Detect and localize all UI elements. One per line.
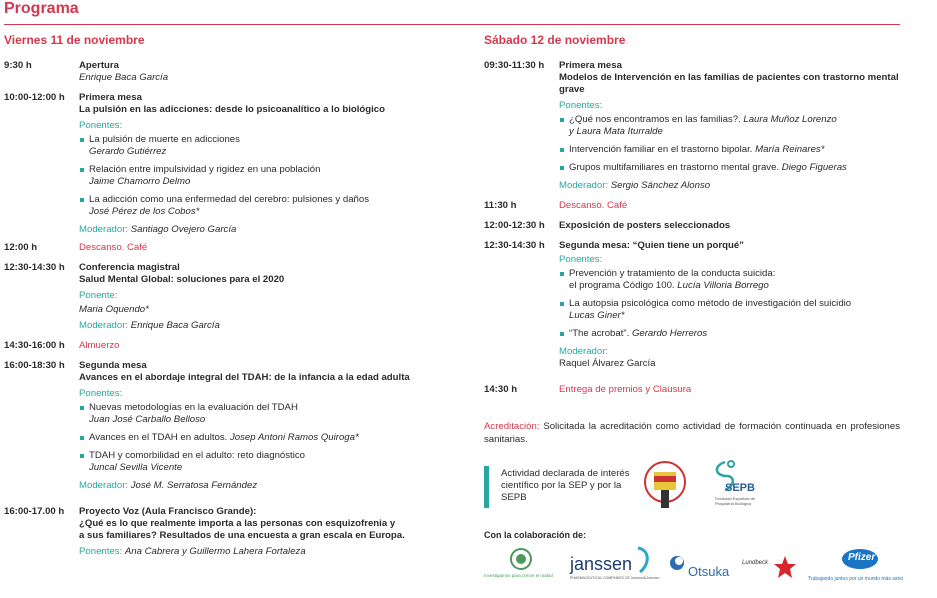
list-item: Relación entre impulsividad y rigidez en una población Jaime Chamorro Delmo: [79, 164, 444, 188]
sponsor-1-text: Investigamos para crecer en salud: [484, 573, 553, 578]
slot-time: 12:00 h: [4, 242, 38, 253]
pfizer-logo-text: Pfizer: [848, 552, 876, 563]
slot-time: 11:30 h: [484, 200, 517, 211]
pfizer-subtitle: Trabajando juntos por un mundo más sano: [808, 576, 904, 582]
slot-title: Descanso. Café: [79, 242, 148, 253]
moderator: Moderador: Santiago Ovejero García: [79, 224, 237, 235]
slot-time: 16:00-17.00 h: [4, 506, 65, 517]
sponsor-lundbeck: [742, 552, 800, 582]
slot-subtitle: Modelos de Intervención en las familias de pacientes con trastorno mental grave: [559, 72, 899, 95]
list-item: La autopsia psicológica como método de investigación del suicidio Lucas Giner*: [559, 298, 902, 322]
moderator: Moderador: Enrique Baca García: [79, 320, 220, 331]
moderator: Moderador: José M. Serratosa Fernández: [79, 480, 258, 491]
slot-time: 10:00-12:00 h: [4, 92, 65, 103]
slot-title: Conferencia magistral: [79, 262, 180, 273]
list-item: La adicción como una enfermedad del cerebro: pulsiones y daños José Pérez de los Cobos*: [79, 194, 444, 218]
sanidad-seal-icon: [642, 460, 688, 512]
slot-title: Descanso. Café: [559, 200, 628, 211]
slot-mesa1: [4, 92, 444, 236]
speaker-list: [559, 114, 902, 174]
list-item: Grupos multifamiliares en trastorno mental grave. Diego Figueras: [559, 162, 902, 174]
slot-cafe: [4, 242, 444, 254]
lundbeck-star-icon: [772, 554, 798, 580]
speaker-list: [79, 134, 444, 218]
slot-mesa2: [484, 240, 902, 370]
accreditation: [484, 420, 900, 446]
slot-time: 16:00-18:30 h: [4, 360, 65, 371]
slot-title: Almuerzo: [79, 340, 120, 351]
speaker: Maria Oquendo*: [79, 304, 149, 315]
friday-column: [4, 34, 444, 566]
slot-almuerzo: [4, 340, 444, 352]
lundbeck-logo-text: Lundbeck: [742, 560, 769, 566]
slot-clausura: [484, 384, 902, 396]
slot-subtitle: a sus familiares? Resultados de una encuesta a gran escala en Europa.: [79, 530, 405, 541]
sepb-label: SEPB: [725, 482, 755, 494]
speaker-list: [559, 268, 902, 340]
slot-subtitle: Salud Mental Global: soluciones para el 2020: [79, 274, 285, 285]
slot-time: 12:30-14:30 h: [484, 240, 545, 251]
slot-title: Primera mesa: [79, 92, 142, 103]
slot-title: Proyecto Voz (Aula Francisco Grande):: [79, 506, 257, 517]
friday-day-heading: Viernes 11 de noviembre: [4, 33, 145, 47]
page-title: Programa: [4, 0, 79, 17]
list-item: TDAH y comorbilidad en el adulto: reto diagnóstico Juncal Sevilla Vicente: [79, 450, 444, 474]
ponentes-label: Ponentes:: [79, 120, 123, 131]
slot-time: 14:30 h: [484, 384, 518, 395]
slot-cafe: [484, 200, 902, 212]
slot-title: Primera mesa: [559, 60, 622, 71]
list-item: ¿Qué nos encontramos en las familias?. Laura Muñoz Lorenzo y Laura Mata Iturralde: [559, 114, 902, 138]
sponsor-pfizer: [808, 548, 908, 584]
slot-subtitle: La pulsión en las adicciones: desde lo psicoanalítico a lo biológico: [79, 104, 385, 115]
slot-posters: [484, 220, 902, 232]
slot-time: 14:30-16:00 h: [4, 340, 65, 351]
sponsor-otsuka: [668, 552, 732, 582]
otsuka-logo-text: Otsuka: [688, 564, 730, 579]
speaker-list: [79, 402, 444, 474]
sepb-logo: [705, 458, 767, 516]
list-item: “The acrobat”. Gerardo Herreros: [559, 328, 902, 340]
janssen-logo-text: janssen: [570, 554, 633, 574]
slot-mesa1: [484, 60, 902, 192]
title-rule: [4, 24, 900, 25]
ponentes-label: Ponentes:: [559, 254, 603, 265]
slot-time: 12:00-12:30 h: [484, 220, 545, 231]
ponentes-label: Ponentes:: [79, 388, 123, 399]
moderator: Moderador: Sergio Sánchez Alonso: [559, 180, 711, 191]
list-item: Prevención y tratamiento de la conducta suicida: el programa Código 100. Lucía Villoria Borrego: [559, 268, 902, 292]
saturday-column: [484, 34, 902, 404]
slot-apertura: [4, 60, 444, 84]
moderator-label: Moderador:: [559, 346, 609, 357]
janssen-swoosh-icon: [634, 546, 654, 574]
slot-voz: [4, 506, 444, 558]
moderator: Raquel Álvarez García: [559, 358, 656, 369]
accreditation-text: Solicitada la acreditación como actividad de formación continuada en profesiones sanitarias.: [484, 421, 900, 445]
slot-subtitle: Avances en el abordaje integral del TDAH: de la infancia a la edad adulta: [79, 372, 410, 383]
slot-title: Exposición de posters seleccionados: [559, 220, 731, 231]
ponentes: Ponentes: Ana Cabrera y Guillermo Lahera Fortaleza: [79, 546, 306, 557]
otsuka-icon: [668, 554, 686, 572]
declared-box: Actividad declarada de interés científico por la SEP y por la SEPB: [484, 466, 630, 508]
accreditation-label: Acreditación:: [484, 421, 540, 432]
slot-title: Segunda mesa: “Quien tiene un porqué”: [559, 240, 744, 251]
list-item: La pulsión de muerte en adicciones Gerardo Gutiérrez: [79, 134, 444, 158]
slot-title: Segunda mesa: [79, 360, 147, 371]
sponsor-janssen: [568, 546, 662, 582]
saturday-day-heading: Sábado 12 de noviembre: [484, 33, 626, 47]
slot-mesa2: [4, 360, 444, 492]
sepb-subtitle: Sociedad Española de Psiquiatría Biológica: [715, 496, 756, 506]
slot-time: 9:30 h: [4, 60, 32, 71]
ponentes-label: Ponente:: [79, 290, 118, 301]
sponsor-1: [484, 548, 560, 582]
collab-label: Con la colaboración de:: [484, 530, 587, 540]
list-item: Nuevas metodologías en la evaluación del TDAH Juan José Carballo Belloso: [79, 402, 444, 426]
sponsor-1-icon: [510, 548, 532, 570]
ponentes-label: Ponentes:: [559, 100, 603, 111]
janssen-subtitle: PHARMACEUTICAL COMPANIES OF Johnson&Johnson: [570, 576, 660, 580]
slot-time: 09:30-11:30 h: [484, 60, 545, 71]
slot-time: 12:30-14:30 h: [4, 262, 65, 273]
slot-conferencia: [4, 262, 444, 332]
slot-person: Enrique Baca García: [79, 72, 169, 83]
slot-title: Entrega de premios y Clausura: [559, 384, 692, 395]
slot-title: Apertura: [79, 60, 119, 71]
list-item: Intervención familiar en el trastorno bipolar. María Reinares*: [559, 144, 902, 156]
list-item: Avances en el TDAH en adultos. Josep Antoni Ramos Quiroga*: [79, 432, 444, 444]
slot-subtitle: ¿Qué es lo que realmente importa a las personas con esquizofrenia y: [79, 518, 396, 529]
